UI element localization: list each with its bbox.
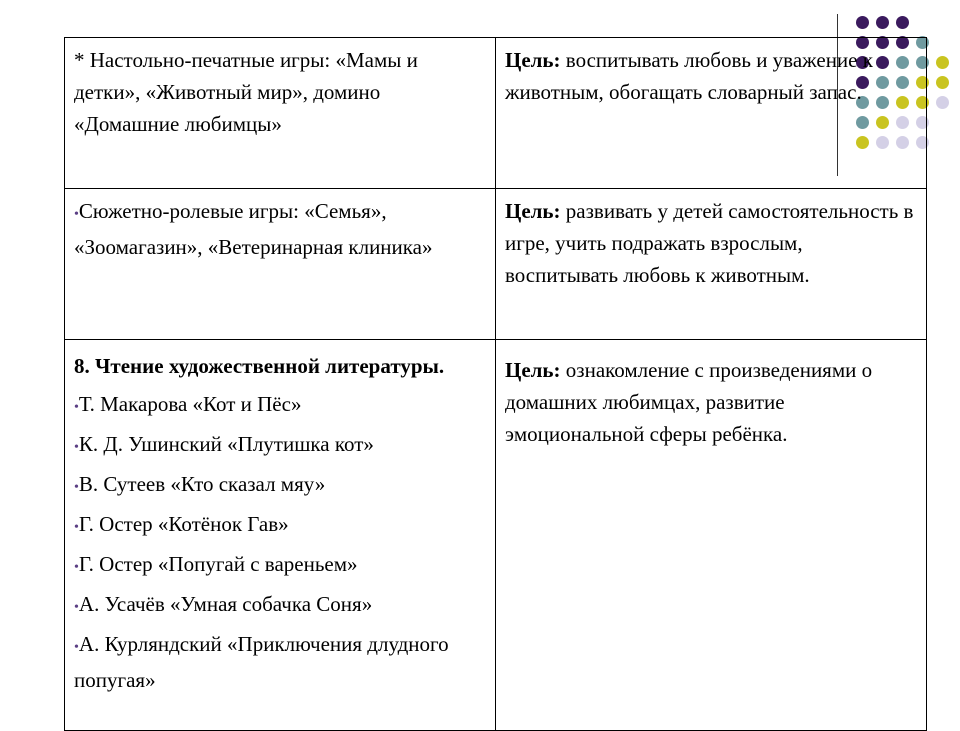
book-item — [74, 586, 487, 626]
bullet-icon: • — [74, 207, 79, 222]
book-title: Г. Остер «Котёнок Гав» — [78, 512, 289, 536]
book-item — [74, 386, 487, 426]
activity-cell — [65, 38, 496, 189]
goal-text: ознакомление с произведениями о домашних любимцах, развитие эмоциональной сферы ребёнка. — [505, 358, 873, 446]
decor-dot — [896, 16, 909, 29]
book-title: А. Курляндский «Приключения длудного попугая» — [74, 632, 449, 692]
goal-label: Цель: — [505, 48, 561, 72]
bullet-icon: • — [74, 560, 79, 575]
reading-list-cell — [65, 340, 496, 731]
bullet-icon: • — [74, 640, 79, 655]
goal-text: воспитывать любовь и уважение к животным, обогащать словарный запас. — [505, 48, 873, 104]
decor-dot — [936, 56, 949, 69]
goal-label: Цель: — [505, 199, 561, 223]
activity-cell — [65, 189, 496, 340]
bullet-icon: • — [74, 400, 79, 415]
decor-dot — [936, 76, 949, 89]
book-title: Г. Остер «Попугай с вареньем» — [78, 552, 358, 576]
table-row — [65, 38, 927, 189]
book-item — [74, 426, 487, 466]
activities-table — [64, 37, 927, 731]
book-item — [74, 506, 487, 546]
section-heading: 8. Чтение художественной литературы. — [74, 354, 445, 378]
goal-text: развивать у детей самостоятельность в игре, учить подражать взрослым, воспитывать любовь к животным. — [505, 199, 914, 287]
goal-label: Цель: — [505, 358, 561, 382]
decor-dot — [936, 96, 949, 109]
bullet-icon: • — [74, 600, 79, 615]
book-item — [74, 546, 487, 586]
table-row — [65, 340, 927, 731]
bullet-icon: • — [74, 480, 79, 495]
activity-text: Настольно-печатные игры: «Мамы и детки», «Животный мир», домино «Домашние любимцы» — [74, 48, 418, 136]
book-title: А. Усачёв «Умная собачка Соня» — [78, 592, 373, 616]
book-item — [74, 628, 487, 696]
goal-cell — [496, 38, 927, 189]
book-title: К. Д. Ушинский «Плутишка кот» — [78, 432, 374, 456]
decor-dot — [856, 16, 869, 29]
activity-text: Сюжетно-ролевые игры: «Семья», «Зоомагазин», «Ветеринарная клиника» — [74, 199, 433, 259]
goal-cell — [496, 340, 927, 731]
bullet-icon: • — [74, 440, 79, 455]
book-title: Т. Макарова «Кот и Пёс» — [78, 392, 302, 416]
bullet-icon: * — [74, 48, 85, 72]
bullet-icon: • — [74, 520, 79, 535]
table-row — [65, 189, 927, 340]
goal-cell — [496, 189, 927, 340]
book-title: В. Сутеев «Кто сказал мяу» — [78, 472, 326, 496]
decor-dot — [876, 16, 889, 29]
book-item — [74, 466, 487, 506]
